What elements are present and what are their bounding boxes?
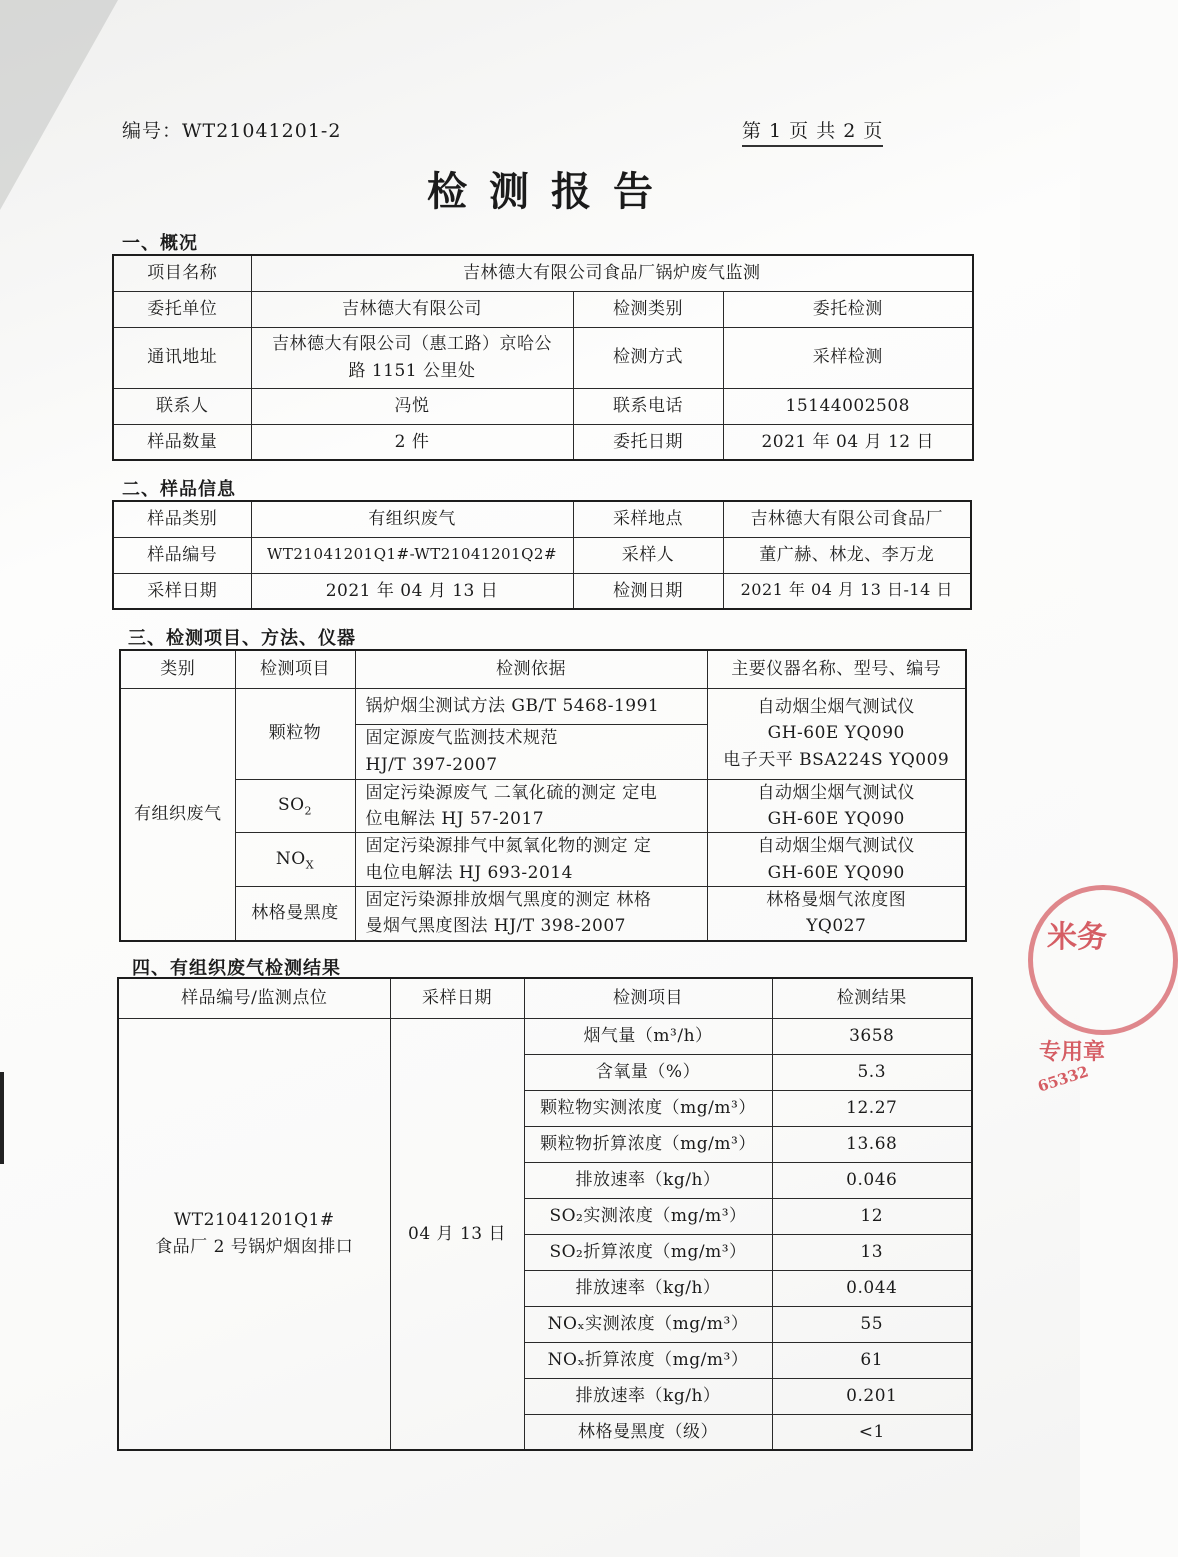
so2-item-sub: 2 [304, 804, 313, 818]
results-sample-id: WT21041201Q1# [173, 1210, 335, 1231]
commission-date-value: 2021 年 04 月 12 日 [723, 424, 973, 460]
section-title-methods: 三、检测项目、方法、仪器 [128, 628, 356, 649]
sample-location-label: 采样地点 [573, 501, 723, 537]
nox-item-text: NO [275, 848, 306, 869]
client-value: 吉林德大有限公司 [251, 291, 573, 327]
pm-basis-2 [355, 724, 707, 779]
nox-basis-line-1: 固定污染源排气中氮氧化物的测定 定 [365, 836, 652, 857]
section-title-overview: 一、概况 [122, 233, 198, 254]
sample-id-label: 样品编号 [113, 537, 251, 573]
results-header-date: 采样日期 [390, 978, 524, 1018]
seal-number: 65332 [1035, 1062, 1091, 1096]
contact-value: 冯悦 [251, 388, 573, 424]
sample-info-table [112, 500, 972, 610]
result-value: 3658 [772, 1018, 972, 1054]
result-item: NOₓ折算浓度（mg/m³） [524, 1342, 772, 1378]
doc-title: 检测报告 [427, 168, 675, 215]
ringelmann-item: 林格曼黑度 [235, 886, 355, 940]
so2-basis [355, 779, 707, 833]
commission-date-label: 委托日期 [573, 424, 723, 460]
pm-instrument-line-1: 自动烟尘烟气测试仪 [757, 696, 915, 717]
sample-location-value: 吉林德大有限公司食品厂 [723, 501, 971, 537]
so2-item-text: SO [277, 795, 305, 816]
result-value: 55 [772, 1306, 972, 1342]
section-title-results: 四、有组织废气检测结果 [132, 958, 341, 979]
methods-category-value: 有组织废气 [120, 688, 235, 941]
test-type-value: 委托检测 [723, 291, 973, 327]
result-value: 5.3 [772, 1054, 972, 1090]
results-date-cell: 04 月 13 日 [390, 1018, 524, 1450]
result-item: 烟气量（m³/h） [524, 1018, 772, 1054]
pm-instrument [707, 688, 966, 779]
result-item: 排放速率（kg/h） [524, 1378, 772, 1414]
result-item: 含氧量（%） [524, 1054, 772, 1090]
address-value [251, 327, 573, 388]
ringelmann-instrument-line-2: YQ027 [806, 916, 867, 937]
result-value: 12.27 [772, 1090, 972, 1126]
sample-category-value: 有组织废气 [251, 501, 573, 537]
results-header-result: 检测结果 [772, 978, 972, 1018]
section-title-sample-info: 二、样品信息 [122, 479, 236, 500]
result-value: <1 [772, 1414, 972, 1450]
result-value: 13 [772, 1234, 972, 1270]
so2-instrument-line-1: 自动烟尘烟气测试仪 [757, 782, 915, 803]
doc-number: 编号：WT21041201-2 [122, 120, 342, 142]
result-item: 颗粒物折算浓度（mg/m³） [524, 1126, 772, 1162]
so2-instrument [707, 779, 966, 833]
result-item: NOₓ实测浓度（mg/m³） [524, 1306, 772, 1342]
pm-instrument-line-3: 电子天平 BSA224S YQ009 [723, 749, 950, 770]
test-mode-value: 采样检测 [723, 327, 973, 388]
address-line-1: 吉林德大有限公司（惠工路）京哈公 [272, 334, 552, 355]
result-item: 排放速率（kg/h） [524, 1270, 772, 1306]
methods-header-instrument: 主要仪器名称、型号、编号 [707, 650, 966, 688]
test-date-label: 检测日期 [573, 573, 723, 609]
test-type-label: 检测类别 [573, 291, 723, 327]
result-value: 12 [772, 1198, 972, 1234]
overview-table [112, 254, 974, 461]
nox-basis [355, 833, 707, 887]
sample-date-label: 采样日期 [113, 573, 251, 609]
methods-header-category: 类别 [120, 650, 235, 688]
sample-date-value: 2021 年 04 月 13 日 [251, 573, 573, 609]
methods-header-item: 检测项目 [235, 650, 355, 688]
so2-instrument-line-2: GH-60E YQ090 [767, 808, 905, 829]
pm-item: 颗粒物 [235, 688, 355, 779]
result-value: 61 [772, 1342, 972, 1378]
scan-edge-mark [0, 1072, 4, 1164]
results-sample-cell [118, 1018, 390, 1450]
result-item: 排放速率（kg/h） [524, 1162, 772, 1198]
sample-count-value: 2 件 [251, 424, 573, 460]
ringelmann-basis-line-1: 固定污染源排放烟气黑度的测定 林格 [365, 889, 652, 910]
so2-basis-line-2: 位电解法 HJ 57-2017 [365, 808, 545, 829]
so2-item [235, 779, 355, 833]
nox-instrument-line-2: GH-60E YQ090 [767, 862, 905, 883]
ringelmann-basis [355, 886, 707, 940]
red-seal [1028, 885, 1178, 1096]
nox-instrument [707, 833, 966, 887]
ringelmann-instrument [707, 886, 966, 940]
methods-table [119, 649, 967, 942]
phone-label: 联系电话 [573, 388, 723, 424]
ringelmann-basis-line-2: 曼烟气黑度图法 HJ/T 398-2007 [365, 916, 626, 937]
sampler-value: 董广赫、林龙、李万龙 [723, 537, 971, 573]
seal-chars: 米务 [1047, 920, 1107, 955]
client-label: 委托单位 [113, 291, 251, 327]
so2-basis-line-1: 固定污染源废气 二氧化硫的测定 定电 [365, 782, 658, 803]
contact-label: 联系人 [113, 388, 251, 424]
seal-sub: 专用章 [1039, 1039, 1106, 1065]
sample-category-label: 样品类别 [113, 501, 251, 537]
pm-basis-2-line-2: HJ/T 397-2007 [365, 754, 498, 775]
project-name-value: 吉林德大有限公司食品厂锅炉废气监测 [251, 255, 973, 291]
pm-instrument-line-2: GH-60E YQ090 [767, 723, 905, 744]
result-value: 0.044 [772, 1270, 972, 1306]
sample-count-label: 样品数量 [113, 424, 251, 460]
results-sample-point: 食品厂 2 号锅炉烟囱排口 [155, 1236, 354, 1257]
page-info: 第 1 页 共 2 页 [742, 116, 883, 147]
nox-item [235, 833, 355, 887]
nox-basis-line-2: 电位电解法 HJ 693-2014 [365, 862, 573, 883]
methods-header-basis: 检测依据 [355, 650, 707, 688]
nox-instrument-line-1: 自动烟尘烟气测试仪 [757, 836, 915, 857]
result-item: 林格曼黑度（级） [524, 1414, 772, 1450]
test-mode-label: 检测方式 [573, 327, 723, 388]
result-value: 0.046 [772, 1162, 972, 1198]
result-value: 13.68 [772, 1126, 972, 1162]
project-name-label: 项目名称 [113, 255, 251, 291]
result-item: SO₂实测浓度（mg/m³） [524, 1198, 772, 1234]
results-header-sample: 样品编号/监测点位 [118, 978, 390, 1018]
address-line-2: 路 1151 公里处 [348, 360, 476, 381]
results-table [117, 977, 973, 1451]
address-label: 通讯地址 [113, 327, 251, 388]
ringelmann-instrument-line-1: 林格曼烟气浓度图 [766, 889, 907, 910]
results-header-item: 检测项目 [524, 978, 772, 1018]
result-item: 颗粒物实测浓度（mg/m³） [524, 1090, 772, 1126]
result-item: SO₂折算浓度（mg/m³） [524, 1234, 772, 1270]
result-value: 0.201 [772, 1378, 972, 1414]
phone-value: 15144002508 [723, 388, 973, 424]
sample-id-value: WT21041201Q1#-WT21041201Q2# [251, 537, 573, 573]
test-date-value: 2021 年 04 月 13 日-14 日 [723, 573, 971, 609]
pm-basis-1: 锅炉烟尘测试方法 GB/T 5468-1991 [355, 688, 707, 724]
pm-basis-2-line-1: 固定源废气监测技术规范 [365, 728, 558, 749]
sampler-label: 采样人 [573, 537, 723, 573]
nox-item-sub: X [305, 858, 315, 872]
